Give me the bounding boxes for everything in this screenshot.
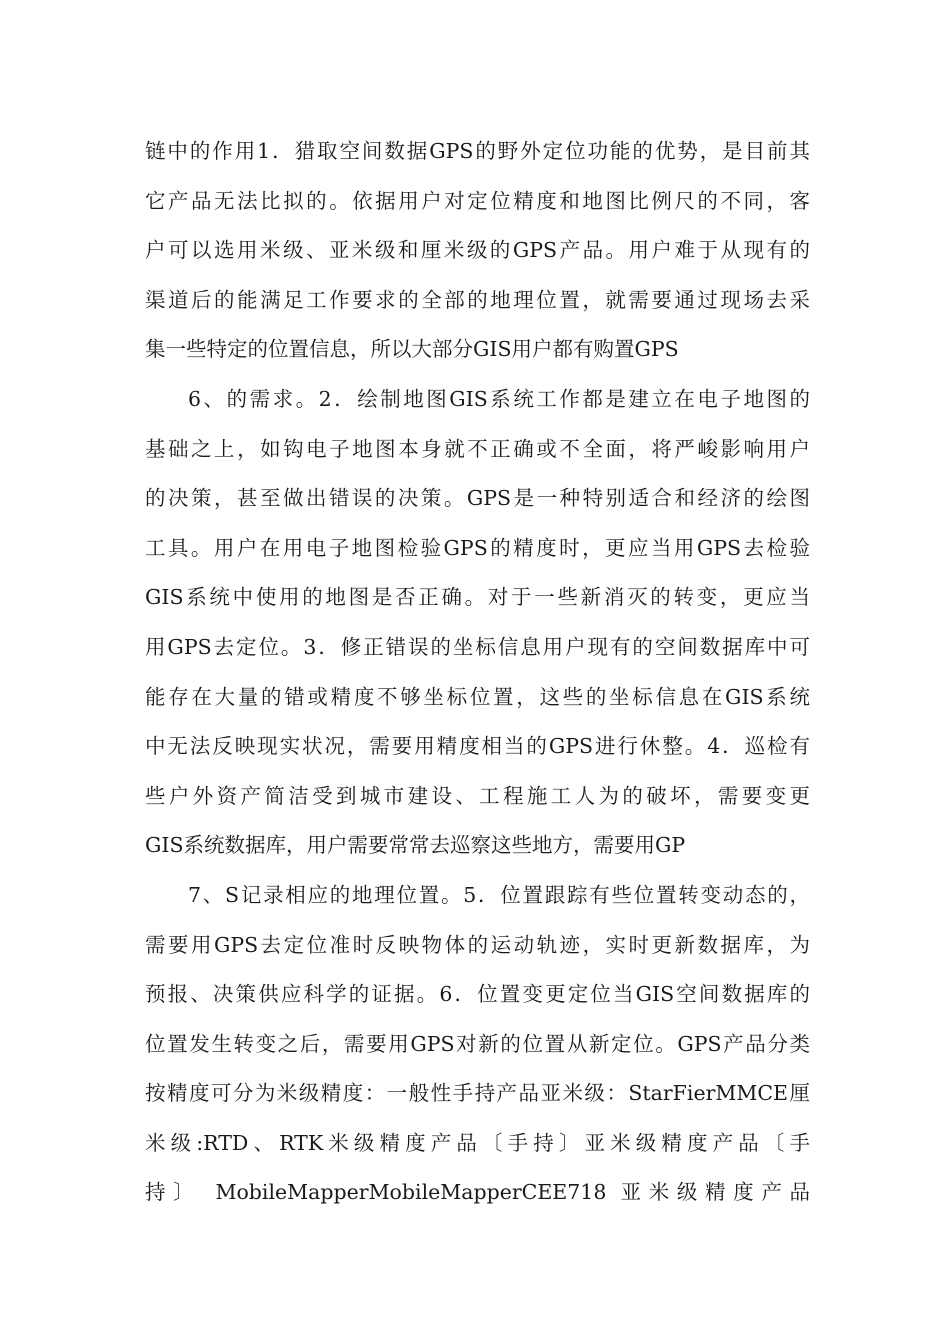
text-line: 按精度可分为米级精度：一般性手持产品亚米级：StarFierMMCE厘 [145,1081,810,1106]
text-line: 它产品无法比拟的。依据用户对定位精度和地图比例尺的不同，客 [145,188,810,213]
body-text [145,127,810,1218]
text-line: 能存在大量的错或精度不够坐标位置，这些的坐标信息在GIS系统 [145,684,810,709]
text-line: 6、的需求。2．绘制地图GIS系统工作都是建立在电子地图的 [188,386,810,411]
text-line: 渠道后的能满足工作要求的全部的地理位置，就需要通过现场去采 [145,287,810,312]
text-line: 工具。用户在用电子地图检验GPS的精度时，更应当用GPS去检验 [145,535,810,560]
text-line: 持〕 MobileMapperMobileMapperCEE718 亚米级精度产品 [145,1180,810,1205]
text-line: 户可以选用米级、亚米级和厘米级的GPS产品。用户难于从现有的 [145,238,810,263]
text-line: 米级:RTD、RTK米级精度产品〔手持〕亚米级精度产品〔手 [145,1130,810,1155]
text-line: 预报、决策供应科学的证据。6．位置变更定位当GIS空间数据库的 [145,982,810,1007]
text-line: 的决策，甚至做出错误的决策。GPS是一种特别适合和经济的绘图 [145,486,810,511]
text-line: 位置发生转变之后，需要用GPS对新的位置从新定位。GPS产品分类 [145,1031,810,1056]
text-line: 基础之上，如钩电子地图本身就不正确或不全面，将严峻影响用户 [145,436,810,461]
text-line: 需要用GPS去定位准时反映物体的运动轨迹，实时更新数据库，为 [145,932,810,957]
text-line: 集一些特定的位置信息，所以大部分GIS用户都有购置GPS [145,337,679,362]
text-line: 7、S记录相应的地理位置。5．位置跟踪有些位置转变动态的， [188,882,810,907]
text-line: 用GPS去定位。3．修正错误的坐标信息用户现有的空间数据库中可 [145,634,810,659]
text-line: 链中的作用1．猎取空间数据GPS的野外定位功能的优势，是目前其 [145,139,810,163]
text-line: 中无法反映现实状况，需要用精度相当的GPS进行休整。4．巡检有 [145,734,810,759]
text-line: GIS系统数据库，用户需要常常去巡察这些地方，需要用GP [145,833,686,858]
text-line: GIS系统中使用的地图是否正确。对于一些新消灭的转变，更应当 [145,585,810,610]
text-line: 些户外资产简洁受到城市建设、工程施工人为的破坏，需要变更 [145,783,810,808]
